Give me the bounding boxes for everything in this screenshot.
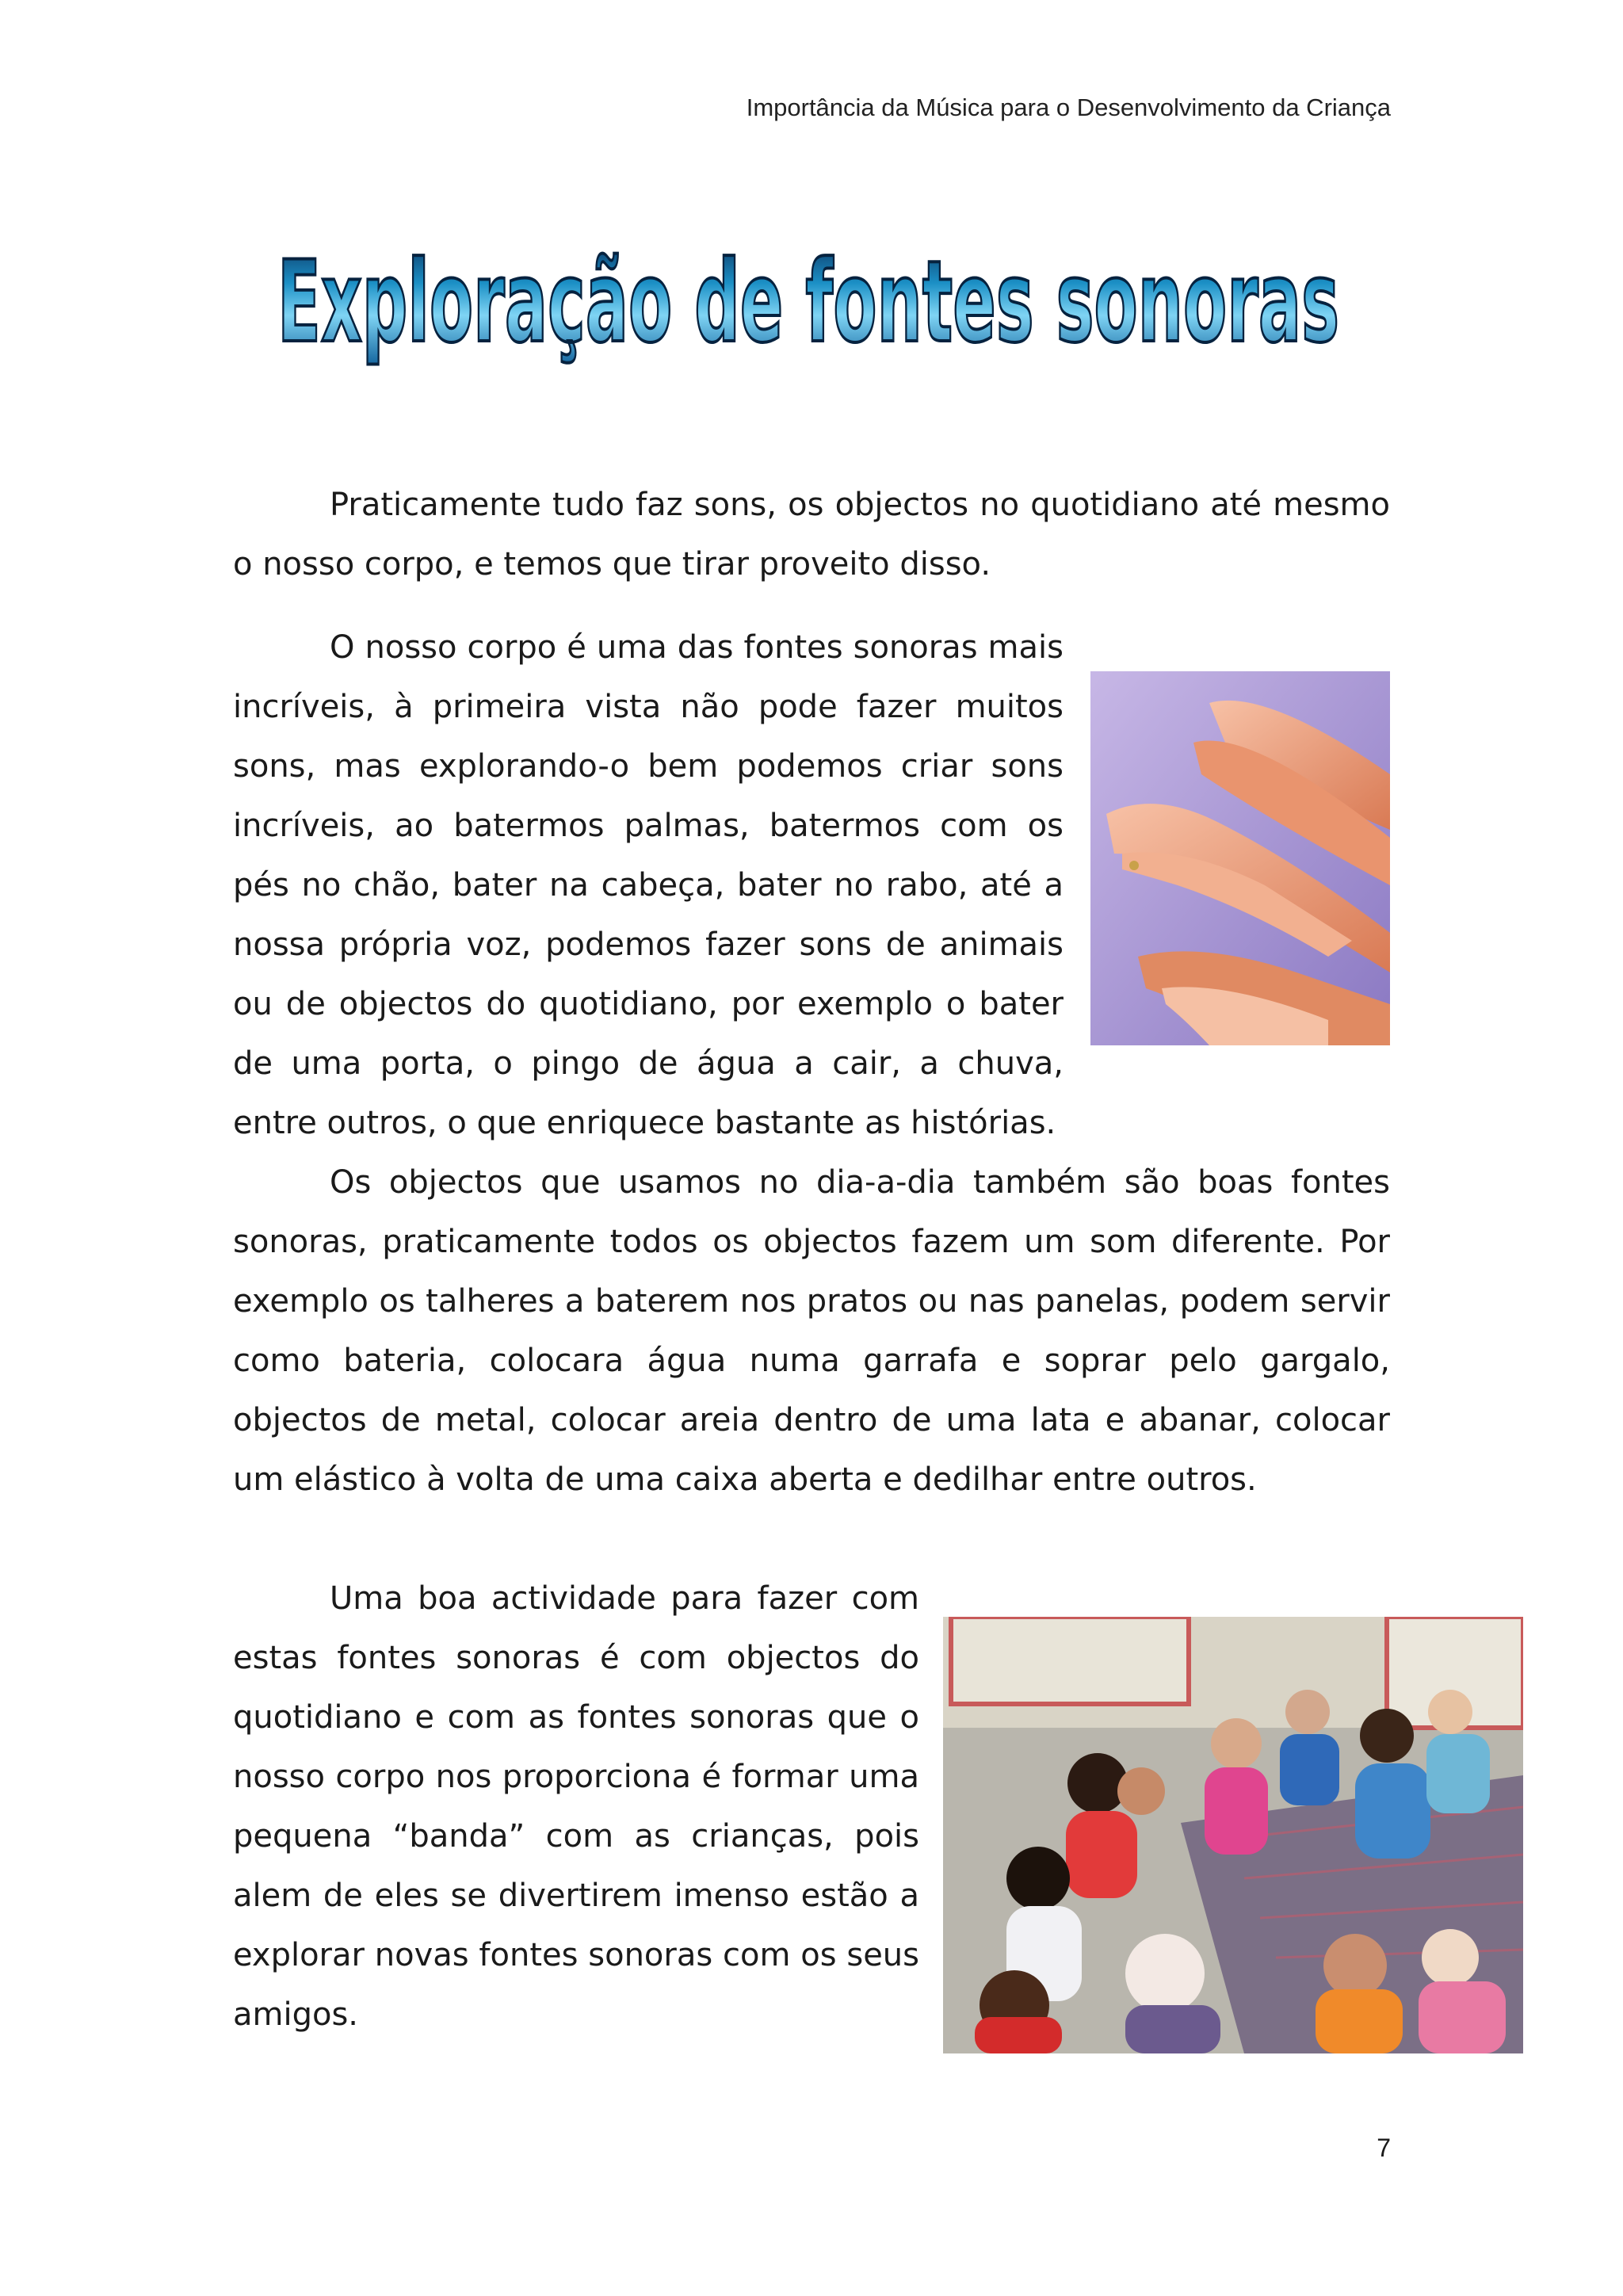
running-header: Importância da Música para o Desenvolvimento da Criança — [746, 94, 1391, 121]
paragraph-2 — [233, 618, 1390, 1153]
paragraph-4-text: Uma boa actividade para fazer com estas fontes sonoras é com objectos do quotidiano e com as fontes sonoras que o nosso corpo nos proporciona é formar uma pequena “banda” com as crianças, pois alem de eles se divertirem imenso estão a explorar novas fontes sonoras com os seus amigos. — [233, 1580, 919, 2033]
page-number: 7 — [1377, 2134, 1391, 2162]
clapping-hands-image — [1090, 671, 1390, 1045]
paragraph-3 — [233, 1153, 1390, 1510]
page-title-text: Exploração de fontes sonoras — [277, 237, 1339, 368]
paragraph-1-text: Praticamente tudo faz sons, os objectos no quotidiano até mesmo o nosso corpo, e temos que tirar proveito disso. — [233, 487, 1390, 583]
paragraph-1 — [233, 476, 1390, 594]
paragraph-3-text: Os objectos que usamos no dia-a-dia também são boas fontes sonoras, praticamente todos os objectos fazem um som diferente. Por exemplo os talheres a baterem nos pratos ou nas panelas, podem servir como bateria, colocara água numa garrafa e soprar pelo gargalo, objectos de metal, colocar areia dentro de uma lata e abanar, colocar um elástico à volta de uma caixa aberta e dedilhar entre outros. — [233, 1164, 1390, 1498]
children-band-image — [943, 1617, 1523, 2053]
page-title — [254, 202, 1363, 416]
paragraph-2-text: O nosso corpo é uma das fontes sonoras mais incríveis, à primeira vista não pode fazer muitos sons, mas explorando-o bem podemos criar sons incríveis, ao batermos palmas, batermos com os pés no chão, bater na cabeça, bater no rabo, até a nossa própria voz, podemos fazer sons de animais ou de objectos do quotidiano, por exemplo o bater de uma porta, o pingo de água a cair, a chuva, entre outros, o que enriquece bastante as histórias. — [233, 629, 1064, 1141]
paragraph-4 — [233, 1569, 1390, 2053]
